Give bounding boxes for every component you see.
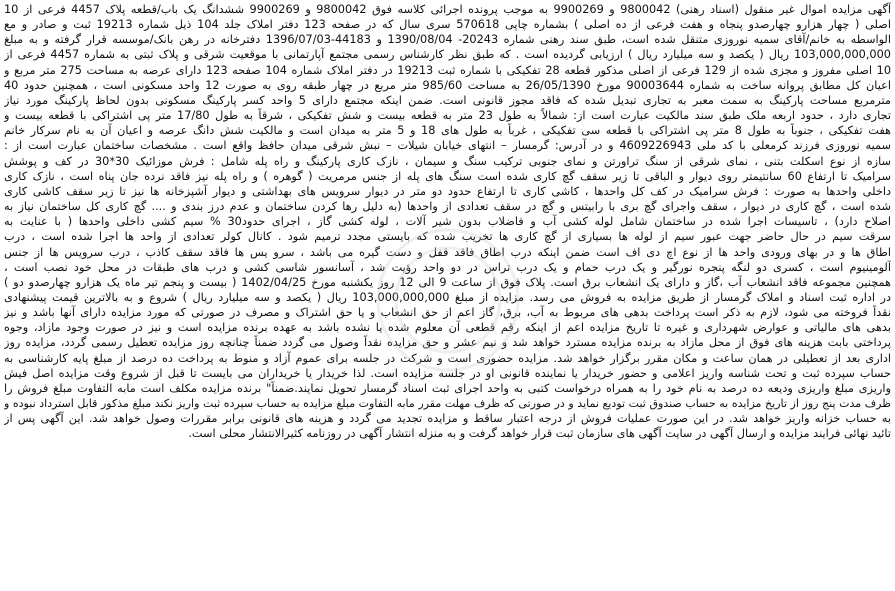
notice-line: داخلی واحدها به صورت : فرش سرامیک در کف کل واحدها ، کاشی کاری تا ارتفاع حدود دو متر در دیوار سرویس های بهداشتی و دیوار آشپزخانه ها نیز تا زیر سقف کاشی کاری: [4, 184, 891, 198]
notice-line: الواسطه به خانم/آقای سمیه نوروزی متنقل شده است، طبق سند رهنی شماره 20243- 1390/08/04 و 44183-1396/07/03 دفترخانه در رهن بانک/موسسه قرار گرفته و به مبلغ: [4, 33, 891, 47]
notice-line: به حساب خزانه واریز خواهد شد. در این صورت عملیات فروش از درجه اعتبار ساقط و مزایده تجدید می گردد و هزینه های قانونی برابر مقررات وصول خواهد شد. این آگهی پس از: [4, 412, 891, 426]
notice-line: اداری بعد از تعطیلی در همان ساعت و مکان مقرر برگزار خواهد شد. مزایده حضوری است و شرکت در جلسه برای عموم آزاد و منوط به پرداخت ده درصد از مبلغ پایه کارشناسی به: [4, 351, 891, 365]
notice-line: سمیه نوروزی فرزند کرمعلی با کد ملی 4609226943 و در آدرس: گرمسار – انتهای خیابان شیلات – نبش شرقی میدان حافظ واقع است . مشخصات ساختمان عبارت است از :: [4, 139, 891, 153]
notice-line: اعیان کل مطابق پروانه ساخت به شماره 90003644 مورخ 26/05/1390 به مساحت 985/60 متر مربع در چهار طبقه روی به صورت 12 واحد مسکونی است ، همچنین حدود 40: [4, 78, 891, 92]
notice-line: اطاق ها و در بهای ورودی واحد ها از نوع اچ دی اف است ضمن اینکه درب اطاق فاقد قفل و دست گیره می باشد ، سرو یس ها فاقد سقف کاذب ، درب سرویس ها از جنس: [4, 245, 891, 259]
notice-line: بدهی های مالیاتی و عوارض شهرداری و غیره تا تاریخ مزایده اعم از اینکه رقم قطعی آن معلوم شده یا نشده باشد به عهده برنده مزایده است و نیز در صورت وجود مازاد، وجوه: [4, 321, 891, 335]
notice-line: اصلاح دارد) ، تاسیسات اجرا شده در ساختمان شامل لوله کشی آب و فاضلاب بدون شیر آلات ، لوله کشی گاز ، اجرای حدود30 % سیم کشی داخلی واحدها ( با عنایت به: [4, 215, 891, 229]
notice-line: تجاری دارد ، حدود اربعه ملک طبق سند مالکیت عبارت است از: شمالاً به طول 23 متر به قطعه بیست و شش تفکیکی ، شرقاً به طول 17/80 متر پی اشتراکی با قطعه بیست و: [4, 109, 891, 123]
notice-line: همچنین مجموعه فاقد انشعاب آب ،گاز و دارای یک انشعاب برق است. پلاک فوق از ساعت 9 الی 12 روز یکشنبه مورخ 1402/04/25 ( بیست و پنجم تیر ماه یک هزارو چهارصدو دو ): [4, 275, 891, 289]
notice-line: حساب سپرده ثبت و تحت شناسه واریز اعلامی و حضور خریدار یا نماینده قانونی او در جلسه مزایده است. لذا خریدار یا خریداران می بایست تا قبل از شروع وقت مزایده اصل فیش: [4, 366, 891, 380]
notice-line: اصلی ( چهار هزارو چهارصدو پنجاه و هفت فرعی از ده اصلی ) بشماره چاپی 570618 سری سال که در صفحه 123 دفتر املاک جلد 104 ذیل شماره 19213 ثبت و صادر و مع: [4, 18, 891, 32]
notice-line: سازه از نوع اسکلت بتنی ، نمای شرقی از سنگ تراورتن و نمای جنوبی ترکیب سنگ و سیمان ، نازک کاری پارکینگ و راه پله شامل : فرش موزائیک 30*30 در کف و پوشش: [4, 154, 891, 168]
notice-line: آگهی مزایده اموال غیر منقول (اسناد رهنی) 9800042 و 9900269 به موجب پرونده اجرائی کلاسه فوق 9800042 و 9900269 ششدانگ یک باب/قطعه پلاک 4457 فرعی از 10: [4, 3, 891, 16]
notice-line: هفت تفکیکی ، جنوباً به طول 8 متر پی اشتراکی با قطعه سی تفکیکی ، غرباً به طول های 18 و 5 متر به میدان است و مالکیت شش دانگ عرصه و اعیان آن به نام سرکار خانم: [4, 124, 891, 138]
notice-line: آلومینیوم است ، کسری دو لنگه پنجره نورگیر و یک درب حمام و یک درب تراس در دو واحد رؤیت شد ، آسانسور شاسی کشی و درب های طبقات در محل خود نصب است ،: [4, 260, 891, 274]
notice-line: شده است ، گچ کاری در دیوار ، سقف واجرای گچ بری با رابیتس و گچ در سقف تعدادی از واحدها (به دلیل رها کردن ساختمان و عدم درز بندی و .... گچ کاری کل ساختمان نیاز به: [4, 200, 891, 214]
notice-line: سرقت سیم در حال حاضر جهت عبور سیم از لوله ها بسیاری از گچ کاری ها تخریب شده که بایستی مجدد ترمیم شود . کانال کولر تعدادی از واحد ها اجرا شده است ، درب: [4, 230, 891, 244]
notice-line: واریزی مبلغ واریزی ودیعه ده درصد به نام خود را به همراه درخواست کتبی به واحد اجرای ثبت اسناد گرمسار تحویل نمایند.ضمناً" برنده مزایده مکلف است مابه التفاوت مبلغ فروش را: [4, 381, 891, 395]
notice-line: 10 اصلی مفروز و مجزی شده از 129 فرعی از اصلی مذکور قطعه 28 تفکیکی با شماره ثبت 19213 در دفتر املاک شماره 104 صفحه 123 دارای عرصه به مساحت 275 متر مربع و: [4, 63, 891, 77]
notice-line: مترمربع مساحت پارکینگ به سمت معبر به تجاری تبدیل شده که فاقد مجوز قانونی است. ضمن اینکه مجتمع دارای 5 واحد کسر پارکینگ مسکونی بدون لحاظ پارکینگ مورد نیاز: [4, 93, 891, 107]
notice-line: پرداختی بابت هزینه های فوق از محل مازاد به برنده مزایده مسترد خواهد شد و نیم عشر و حق مزایده نقداً وصول می گردد ضمناً چنانچه روز مزایده تعطیل رسمی گردد، مزایده روز: [4, 336, 891, 350]
notice-line: ظرف مدت پنج روز از تاریخ مزایده به حساب صندوق ثبت تودیع نماید و در صورتی که ظرف مهلت مقرر مابه التفاوت مبلغ مزایده به حساب سپرده ثبت واریز نکند مبلغ مذکور قابل استرداد نبوده و: [4, 397, 891, 411]
notice-line: نقداً فروخته می شود، لازم به ذکر است پرداخت بدهی های مربوط به آب، برق، گاز اعم از حق انشعاب و یا حق اشتراک و مصرف در صورتی که مورد مزایده دارای آنها باشد و نیز: [4, 306, 891, 320]
notice-line: تائید نهائی فرایند مزایده و ارسال آگهی در سایت آگهی های سازمان ثبت قرار خواهد گرفت و به منزله انتشار آگهی در روزنامه کثیرالانتشار محلی است.: [188, 427, 891, 441]
notice-line: در اداره ثبت اسناد و املاک گرمسار از طریق مزایده به فروش می رسد. مزایده از مبلغ 103,000,000,000 ریال ( یکصد و سه میلیارد ریال ) شروع و به بالاترین قیمت پیشنهادی: [4, 290, 891, 304]
notice-line: 103,000,000,000 ریال ( یکصد و سه میلیارد ریال ) ارزیابی گردیده است . که طبق نظر کارشناس رسمی مجتمع آپارتمانی با موقعیت شرقی و پلاک ثبتی به شماره 4457 فرعی از: [4, 48, 891, 62]
notice-line: سرامیک تا ارتفاع 60 سانتیمتر روی دیوار و الباقی تا زیر سقف گچ کاری شده است سنگ های پله از جنس مرمریت ( گوهره ) و راه پله نیز فاقد نرده جان پناه است ، نازک کاری: [4, 169, 891, 183]
